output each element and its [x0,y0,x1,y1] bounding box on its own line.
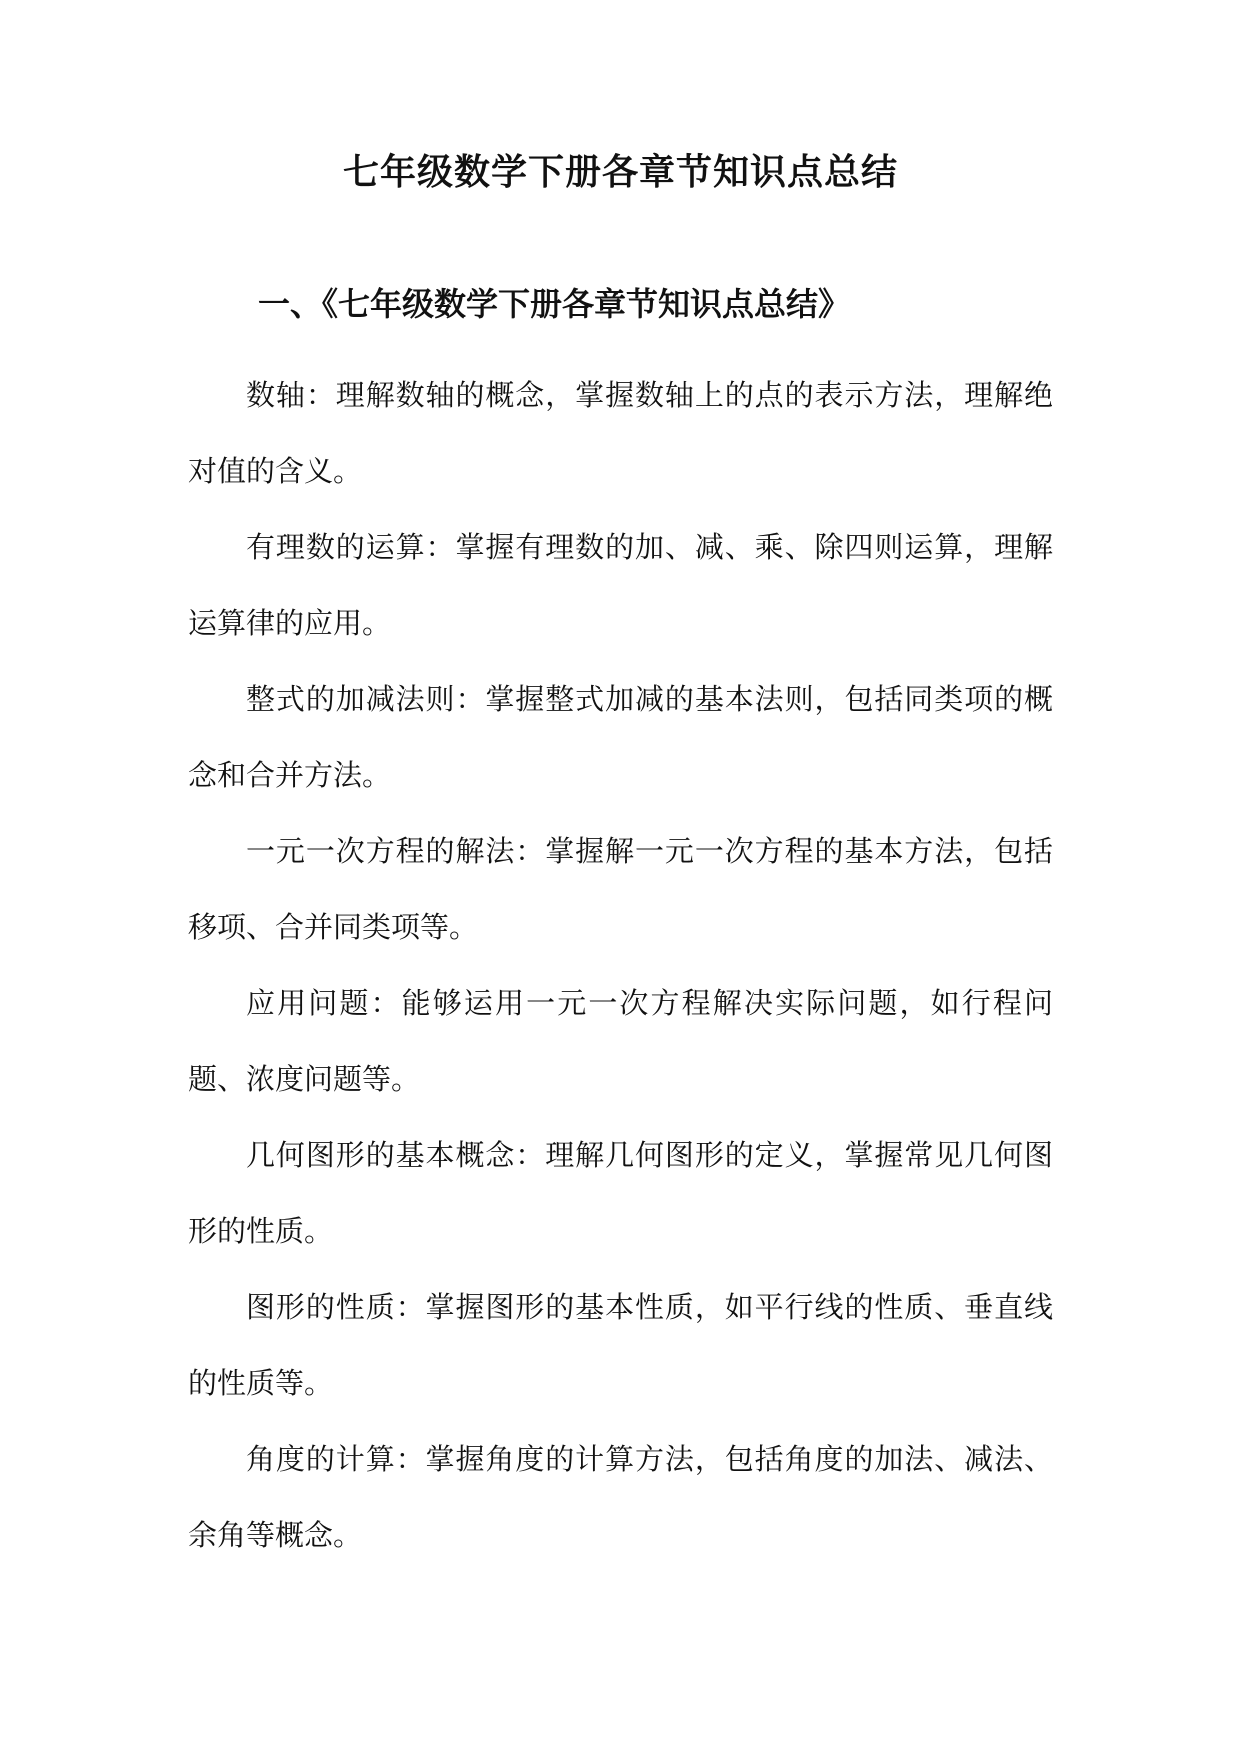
paragraph-geometry-concepts: 几何图形的基本概念：理解几何图形的定义，掌握常见几何图形的性质。 [188,1138,1053,1248]
paragraph-number-line: 数轴：理解数轴的概念，掌握数轴上的点的表示方法，理解绝对值的含义。 [188,378,1053,488]
paragraph-application-problems: 应用问题：能够运用一元一次方程解决实际问题，如行程问题、浓度问题等。 [188,986,1053,1096]
paragraph-angle-calculation: 角度的计算：掌握角度的计算方法，包括角度的加法、减法、余角等概念。 [188,1442,1053,1552]
paragraph-linear-equation: 一元一次方程的解法：掌握解一元一次方程的基本方法，包括移项、合并同类项等。 [188,834,1053,944]
body-text [188,357,1053,1573]
paragraph-shape-properties: 图形的性质：掌握图形的基本性质，如平行线的性质、垂直线的性质等。 [188,1290,1053,1400]
document-title: 七年级数学下册各章节知识点总结 [342,151,898,193]
paragraph-rational-operations: 有理数的运算：掌握有理数的加、减、乘、除四则运算，理解运算律的应用。 [188,530,1053,640]
section-heading: 一、《七年级数学下册各章节知识点总结》 [258,285,851,323]
paragraph-polynomial-addition: 整式的加减法则：掌握整式加减的基本法则，包括同类项的概念和合并方法。 [188,682,1053,792]
